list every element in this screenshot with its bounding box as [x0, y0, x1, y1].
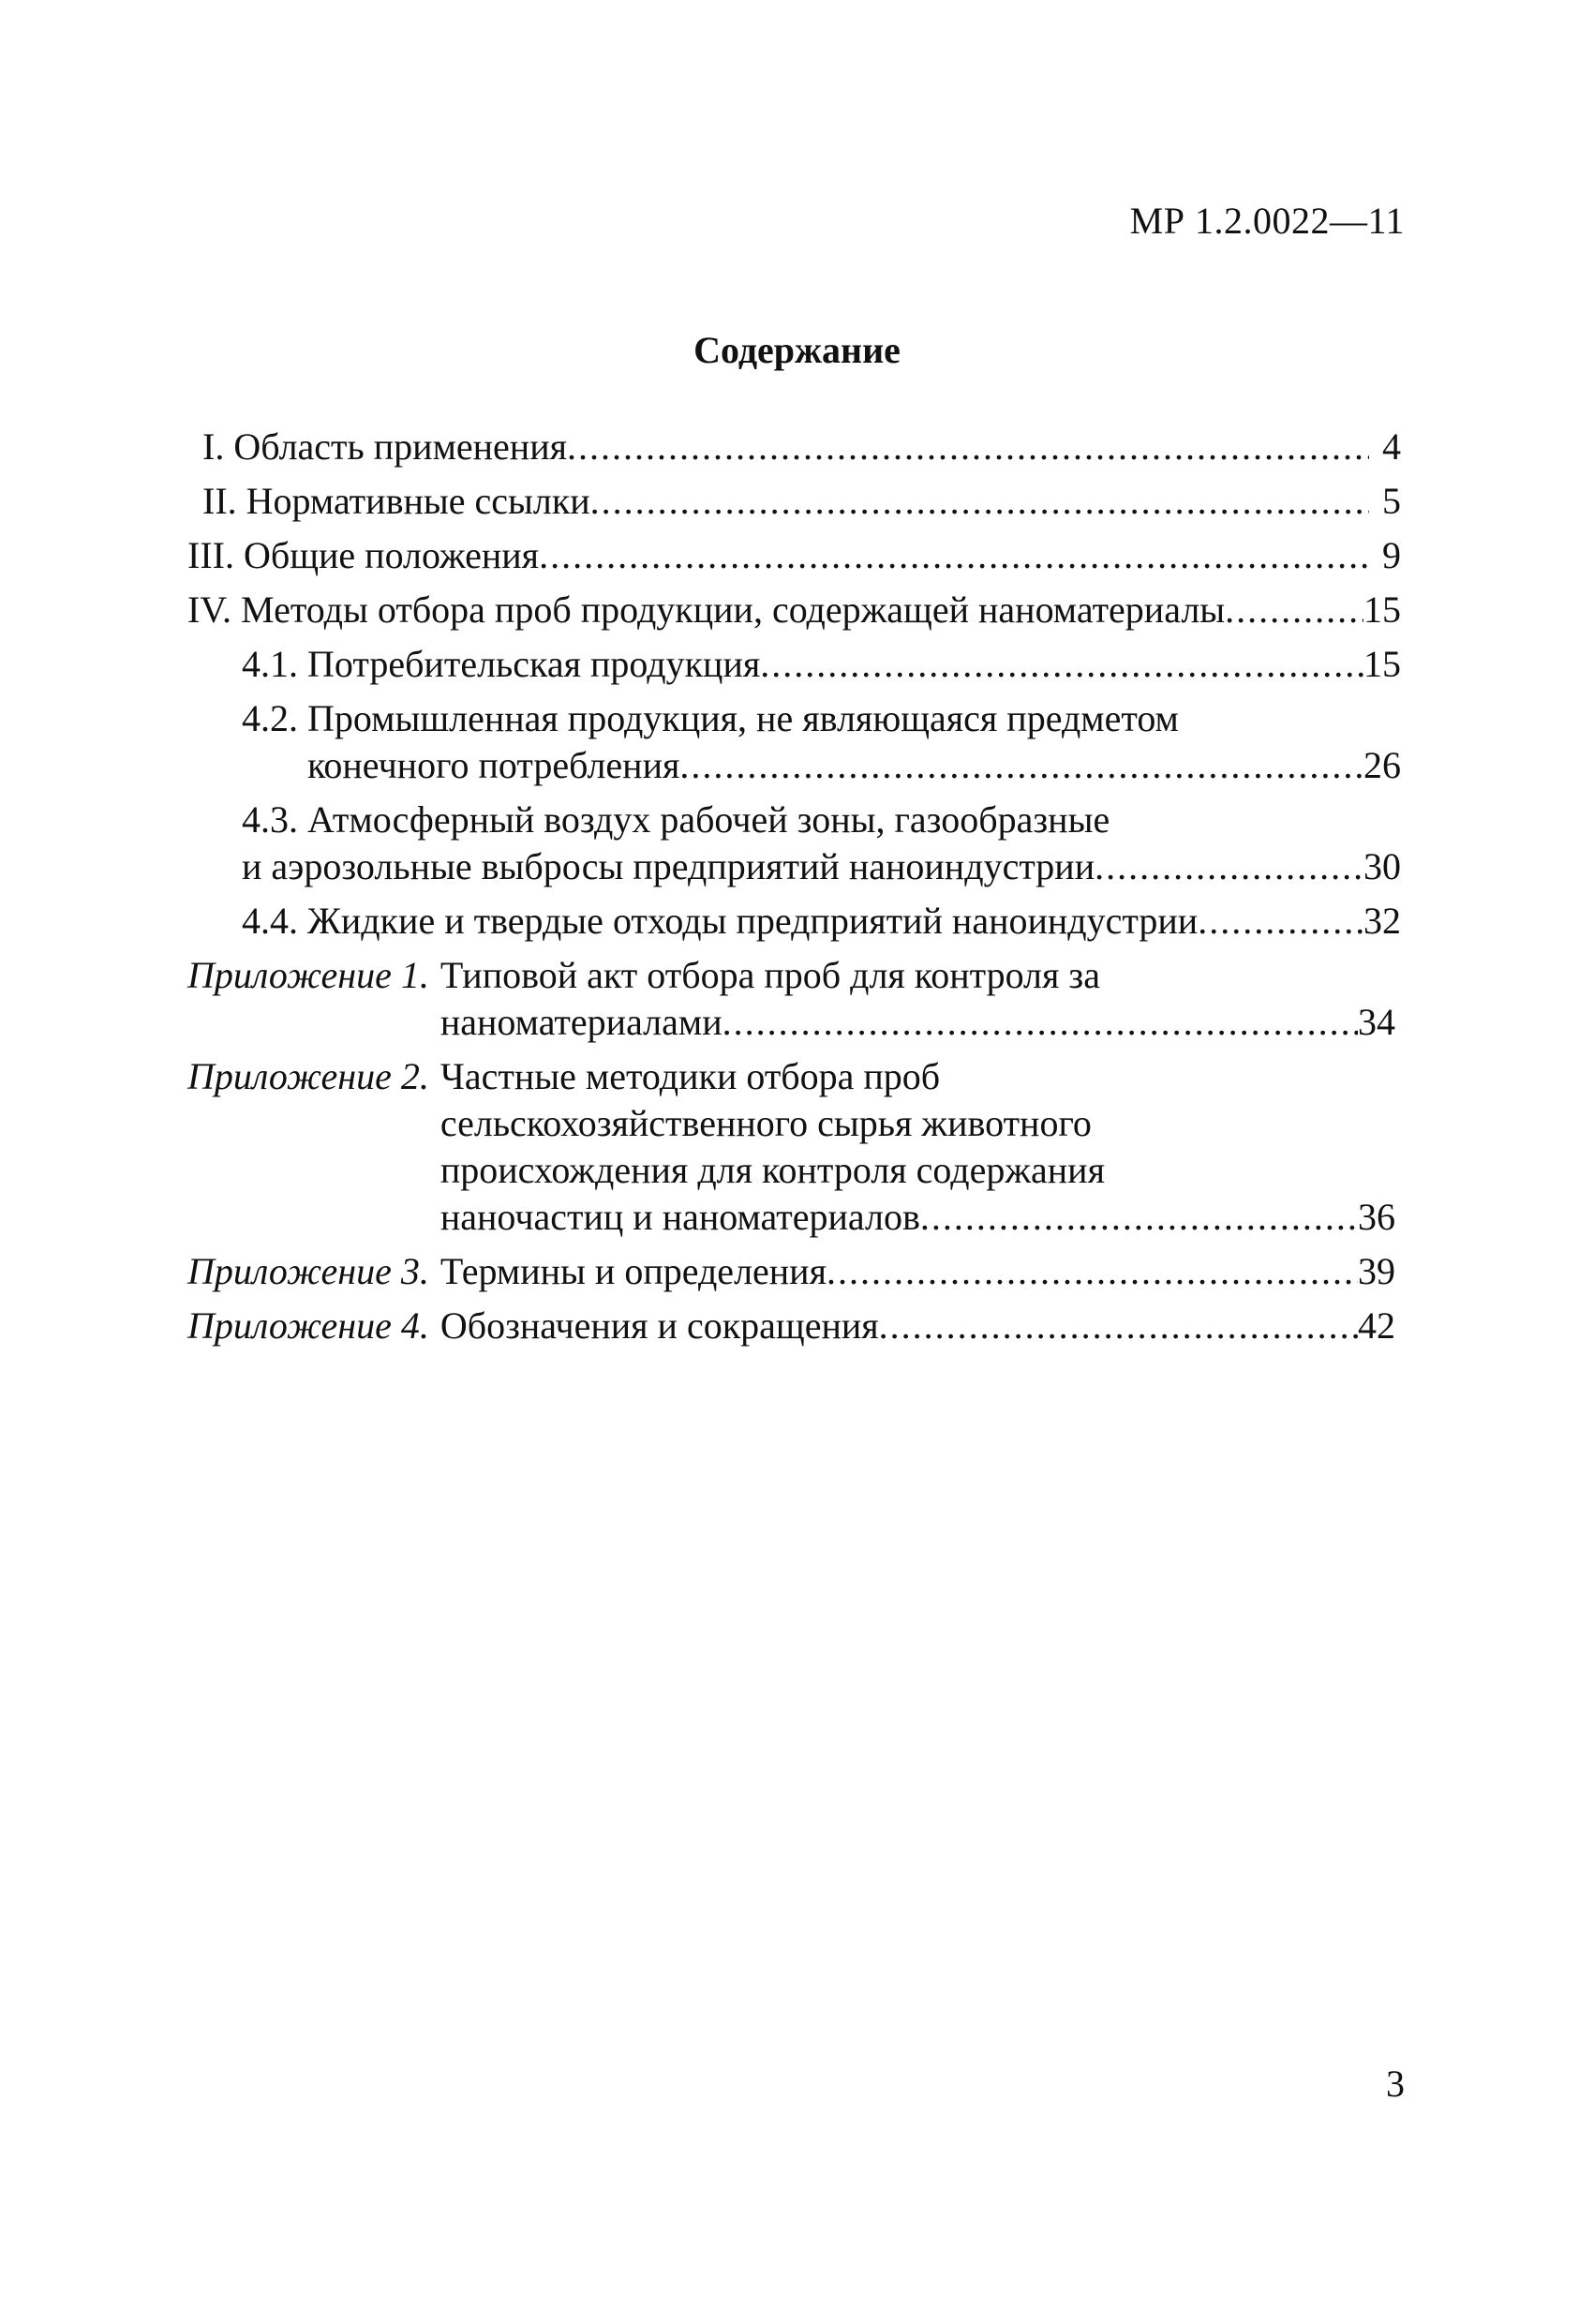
- toc-dot-leader: [723, 999, 1358, 1046]
- toc-entry: [187, 587, 1401, 633]
- toc-entry-line: сельскохозяйственного сырья животного: [439, 1102, 1092, 1144]
- toc-entry-title: I. Область применения: [202, 425, 568, 468]
- toc-page-number: 15: [1363, 643, 1401, 685]
- toc-entry-title: Термины и определения: [439, 1250, 827, 1292]
- toc-page-number: 34: [1358, 1001, 1395, 1043]
- toc-entry-title: II. Нормативные ссылки: [202, 480, 590, 522]
- toc-entry-title: Обозначения и сокращения: [439, 1304, 879, 1347]
- toc-entry-title: 4.4. Жидкие и твердые отходы предприятий наноиндустрии: [242, 900, 1199, 942]
- toc-dot-leader: [1095, 843, 1363, 890]
- toc-dot-leader: [827, 1248, 1358, 1295]
- toc-page-number: 4: [1382, 425, 1401, 468]
- toc-entry-title: III. Общие положения: [187, 534, 540, 576]
- toc-title: Содержание: [693, 329, 901, 371]
- toc-entry: [187, 1248, 1401, 1295]
- toc-entry: [187, 1053, 1401, 1241]
- toc-dot-leader: [567, 424, 1369, 470]
- toc-entry-line: 4.3. Атмосферный воздух рабочей зоны, газообразные: [242, 798, 1110, 841]
- toc-entry-title: конечного потребления: [307, 744, 680, 786]
- toc-entry-title: IV. Методы отбора проб продукции, содержащей наноматериалы: [187, 588, 1226, 631]
- toc-entry: [187, 952, 1401, 1046]
- toc-dot-leader: [539, 532, 1369, 579]
- toc-page-number: 42: [1358, 1304, 1395, 1347]
- toc-entry: [187, 898, 1401, 945]
- toc-entry-line: происхождения для контроля содержания: [439, 1149, 1105, 1191]
- toc-page-number: 36: [1358, 1196, 1395, 1238]
- toc-page-number: 15: [1363, 588, 1401, 631]
- page-number: 3: [1386, 2063, 1405, 2105]
- toc-entry: [187, 478, 1401, 525]
- toc-entry-prefix: Приложение 1.: [187, 954, 429, 996]
- toc-dot-leader: [920, 1194, 1358, 1241]
- toc-entry: [187, 641, 1401, 688]
- toc-dot-leader: [760, 641, 1363, 688]
- toc-entry-prefix: Приложение 3.: [187, 1250, 429, 1292]
- toc-entry-title: и аэрозольные выбросы предприятий наноиндустрии: [242, 845, 1095, 887]
- toc-dot-leader: [679, 742, 1363, 789]
- toc-entry-line: Частные методики отбора проб: [439, 1055, 941, 1097]
- toc-dot-leader: [879, 1303, 1358, 1349]
- toc-page-number: 26: [1363, 744, 1401, 786]
- toc-entry-title: 4.1. Потребительская продукция: [242, 643, 761, 685]
- toc-entry-prefix: Приложение 4.: [187, 1304, 429, 1347]
- toc-page-number: 32: [1363, 900, 1401, 942]
- toc-entry-title: наночастиц и наноматериалов: [439, 1196, 920, 1238]
- toc-page-number: 39: [1358, 1250, 1395, 1292]
- toc-entry: [187, 532, 1401, 579]
- toc-dot-leader: [1225, 587, 1363, 633]
- toc-entry-line: Типовой акт отбора проб для контроля за: [439, 954, 1100, 996]
- toc-page-number: 5: [1382, 480, 1401, 522]
- toc-page-number: 9: [1382, 534, 1401, 576]
- table-of-contents: [187, 424, 1401, 1357]
- toc-entry: [187, 695, 1401, 789]
- toc-entry-line: 4.2. Промышленная продукция, не являющаяся предметом: [242, 697, 1179, 739]
- toc-dot-leader: [1198, 898, 1363, 945]
- document-code: МР 1.2.0022—11: [1129, 200, 1405, 242]
- toc-entry: [187, 797, 1401, 890]
- toc-entry: [187, 1303, 1401, 1349]
- toc-dot-leader: [590, 478, 1369, 525]
- toc-entry-title: наноматериалами: [439, 1001, 723, 1043]
- toc-entry-prefix: Приложение 2.: [187, 1055, 429, 1097]
- toc-entry: [187, 424, 1401, 470]
- toc-page-number: 30: [1363, 845, 1401, 887]
